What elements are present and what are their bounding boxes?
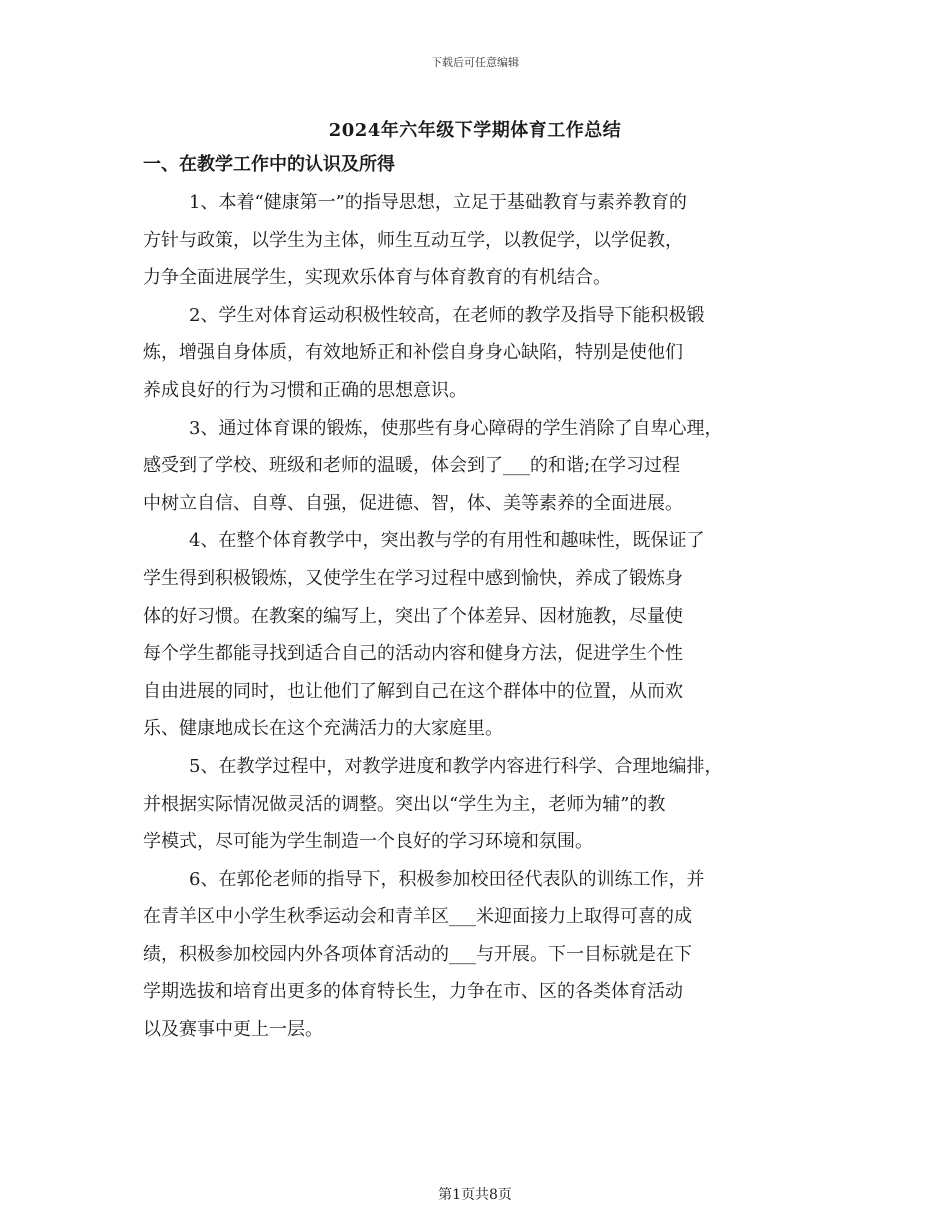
document-body: [143, 184, 823, 1049]
paragraph: [143, 297, 823, 410]
paragraph: [143, 522, 823, 748]
paragraph-line: 体的好习惯。在教案的编写上，突出了个体差异、因材施教，尽量使: [143, 605, 683, 627]
paragraph-line: 乐、健康地成长在这个充满活力的大家庭里。: [143, 718, 503, 740]
paragraph: [143, 861, 823, 1049]
paragraph-line: 在青羊区中小学生秋季运动会和青羊区___米迎面接力上取得可喜的成: [143, 906, 692, 928]
paragraph-line: 养成良好的行为习惯和正确的思想意识。: [143, 379, 467, 401]
paragraph-line: 炼，增强自身体质，有效地矫正和补偿自身身心缺陷，特别是使他们: [143, 342, 683, 364]
paragraph: [143, 748, 823, 861]
paragraph-line: 3、通过体育课的锻炼，使那些有身心障碍的学生消除了自卑心理，: [189, 417, 723, 439]
paragraph: [143, 184, 823, 297]
header-note: 下载后可任意编辑: [431, 56, 519, 69]
paragraph-line: 5、在教学过程中，对教学进度和教学内容进行科学、合理地编排，: [189, 755, 723, 777]
paragraph-line: 每个学生都能寻找到适合自己的活动内容和健身方法，促进学生个性: [143, 643, 683, 665]
page-footer: 第1页共8页: [438, 1187, 512, 1203]
paragraph-line: 学生得到积极锻炼，又使学生在学习过程中感到愉快，养成了锻炼身: [143, 567, 683, 589]
paragraph-line: 以及赛事中更上一层。: [143, 1019, 323, 1041]
document-title: 2024年六年级下学期体育工作总结: [328, 120, 622, 141]
paragraph-line: 2、学生对体育运动积极性较高，在老师的教学及指导下能积极锻: [189, 304, 705, 326]
paragraph-line: 绩，积极参加校园内外各项体育活动的___与开展。下一目标就是在下: [143, 943, 692, 965]
paragraph-line: 学模式，尽可能为学生制造一个良好的学习环境和氛围。: [143, 831, 593, 853]
section-heading: 一、在教学工作中的认识及所得: [143, 154, 395, 175]
paragraph-line: 方针与政策，以学生为主体，师生互动互学，以教促学，以学促教，: [143, 229, 683, 251]
paragraph-line: 力争全面进展学生，实现欢乐体育与体育教育的有机结合。: [143, 267, 611, 289]
paragraph-line: 4、在整个体育教学中，突出教与学的有用性和趣味性，既保证了: [189, 530, 705, 552]
paragraph-line: 中树立自信、自尊、自强，促进德、智，体、美等素养的全面进展。: [143, 492, 683, 514]
paragraph: [143, 410, 823, 523]
paragraph-line: 学期选拔和培育出更多的体育特长生，力争在市、区的各类体育活动: [143, 981, 683, 1003]
paragraph-line: 并根据实际情况做灵活的调整。突出以“学生为主，老师为辅”的教: [143, 793, 666, 815]
paragraph-line: 1、本着“健康第一”的指导思想，立足于基础教育与素养教育的: [189, 192, 687, 213]
paragraph-line: 感受到了学校、班级和老师的温暖，体会到了___的和谐;在学习过程: [143, 455, 681, 477]
paragraph-line: 自由进展的同时，也让他们了解到自己在这个群体中的位置，从而欢: [143, 680, 683, 702]
paragraph-line: 6、在郭伦老师的指导下，积极参加校田径代表队的训练工作，并: [189, 868, 705, 890]
